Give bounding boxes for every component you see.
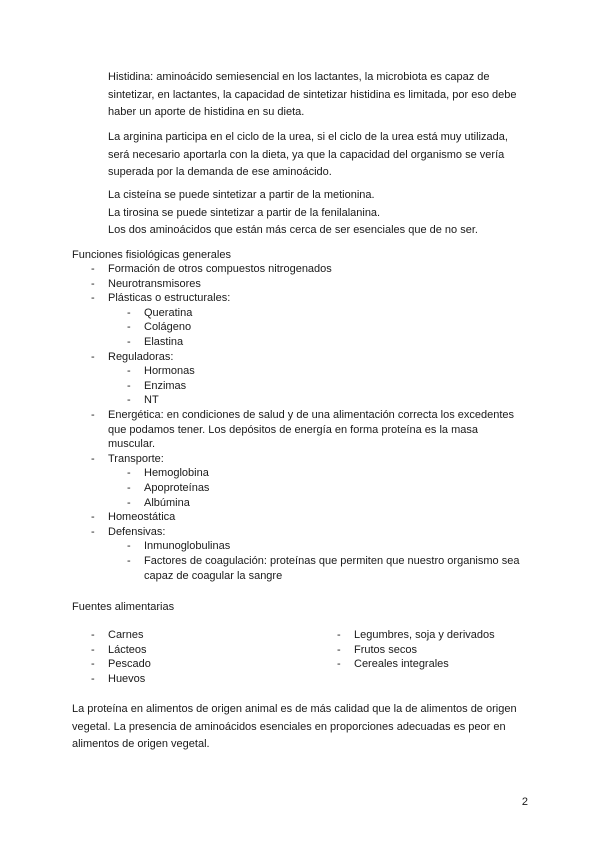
text-line: La arginina participa en el ciclo de la urea, si el ciclo de la urea está muy utilizada, [108, 131, 508, 143]
list-item: Hemoglobina [144, 467, 209, 480]
food-source-item: Carnes [108, 629, 144, 641]
list-item: Plásticas o estructurales: [108, 292, 231, 305]
list-bullet: - [91, 525, 95, 538]
list-bullet: - [91, 409, 95, 421]
list-bullet: - [91, 511, 95, 524]
list-bullet: - [127, 467, 131, 480]
food-source-item: Frutos secos [354, 643, 417, 656]
text-line: será necesario aportarla con la dieta, ya que la capacidad del organismo se vería [108, 148, 505, 161]
list-bullet: - [91, 629, 95, 641]
text-line: haber un aporte de histidina en su dieta. [108, 106, 305, 118]
list-bullet: - [91, 350, 95, 363]
list-item: Neurotransmisores [108, 277, 201, 290]
paragraph-histidina [108, 69, 528, 122]
list-bullet: - [127, 379, 131, 392]
list-item: que podamos tener. Los depósitos de energía en forma proteína es la masa [108, 423, 478, 436]
list-bullet: - [91, 292, 95, 305]
list-item: Elastina [144, 336, 184, 348]
list-item: Inmunoglobulinas [144, 540, 231, 553]
list-bullet: - [127, 336, 131, 348]
section-heading-fuentes: Fuentes alimentarias [72, 601, 175, 613]
list-bullet: - [91, 643, 95, 656]
list-bullet: - [127, 540, 131, 553]
list-item: Colágeno [144, 321, 192, 334]
list-bullet: - [127, 496, 131, 509]
list-bullet: - [91, 672, 95, 685]
text-line: La tirosina se puede sintetizar a partir de la fenilalanina. [108, 206, 381, 219]
list-bullet: - [127, 555, 131, 567]
text-line: Histidina: aminoácido semiesencial en los lactantes, la microbiota es capaz de [108, 71, 490, 83]
list-item: Energética: en condiciones de salud y de una alimentación correcta los excedentes [108, 409, 515, 421]
list-item: Enzimas [144, 379, 187, 392]
food-source-item: Lácteos [108, 643, 147, 656]
text-line: alimentos de origen vegetal. [72, 738, 210, 750]
list-item: Queratina [144, 306, 193, 319]
list-item: capaz de coagular la sangre [144, 569, 283, 582]
list-bullet: - [127, 365, 131, 378]
text-line: La cisteína se puede sintetizar a partir de la metionina. [108, 189, 375, 201]
food-source-item: Huevos [108, 672, 146, 685]
text-line: Los dos aminoácidos que están más cerca de ser esenciales que de no ser. [108, 224, 478, 236]
list-item: muscular. [108, 438, 156, 451]
list-bullet: - [337, 658, 341, 671]
list-bullet: - [91, 263, 95, 275]
list-item: Hormonas [144, 365, 195, 378]
list-bullet: - [127, 394, 131, 407]
food-source-item: Pescado [108, 658, 151, 671]
page-number: 2 [521, 796, 528, 808]
paragraph-arginina [108, 129, 528, 182]
text-line: sintetizar, en lactantes, la capacidad de sintetizar histidina es limitada, por eso debe [108, 88, 517, 101]
list-bullet: - [337, 643, 341, 656]
text-line: La proteína en alimentos de origen animal es de más calidad que la de alimentos de origen [72, 703, 517, 715]
list-bullet: - [337, 629, 341, 641]
list-item: Apoproteínas [144, 482, 210, 494]
list-bullet: - [91, 452, 95, 465]
list-item: Formación de otros compuestos nitrogenados [108, 263, 332, 275]
list-item: Homeostática [108, 511, 176, 524]
list-bullet: - [127, 321, 131, 334]
food-source-item: Legumbres, soja y derivados [354, 629, 495, 641]
list-bullet: - [91, 277, 95, 290]
list-item: Factores de coagulación: proteínas que permiten que nuestro organismo sea [144, 555, 520, 567]
paragraph-otros [108, 187, 528, 240]
section-heading-funciones: Funciones fisiológicas generales [72, 249, 231, 261]
food-source-item: Cereales integrales [354, 658, 449, 671]
text-line: vegetal. La presencia de aminoácidos esenciales en proporciones adecuadas es peor en [72, 720, 506, 733]
list-item: Transporte: [108, 452, 164, 465]
list-bullet: - [91, 658, 95, 671]
list-item: NT [144, 394, 159, 407]
list-bullet: - [127, 306, 131, 319]
list-item: Albúmina [144, 496, 190, 509]
paragraph-conclusion [72, 701, 532, 754]
list-bullet: - [127, 482, 131, 494]
list-item: Reguladoras: [108, 350, 174, 363]
list-item: Defensivas: [108, 525, 166, 538]
text-line: superada por la demanda de ese aminoácido. [108, 166, 332, 178]
